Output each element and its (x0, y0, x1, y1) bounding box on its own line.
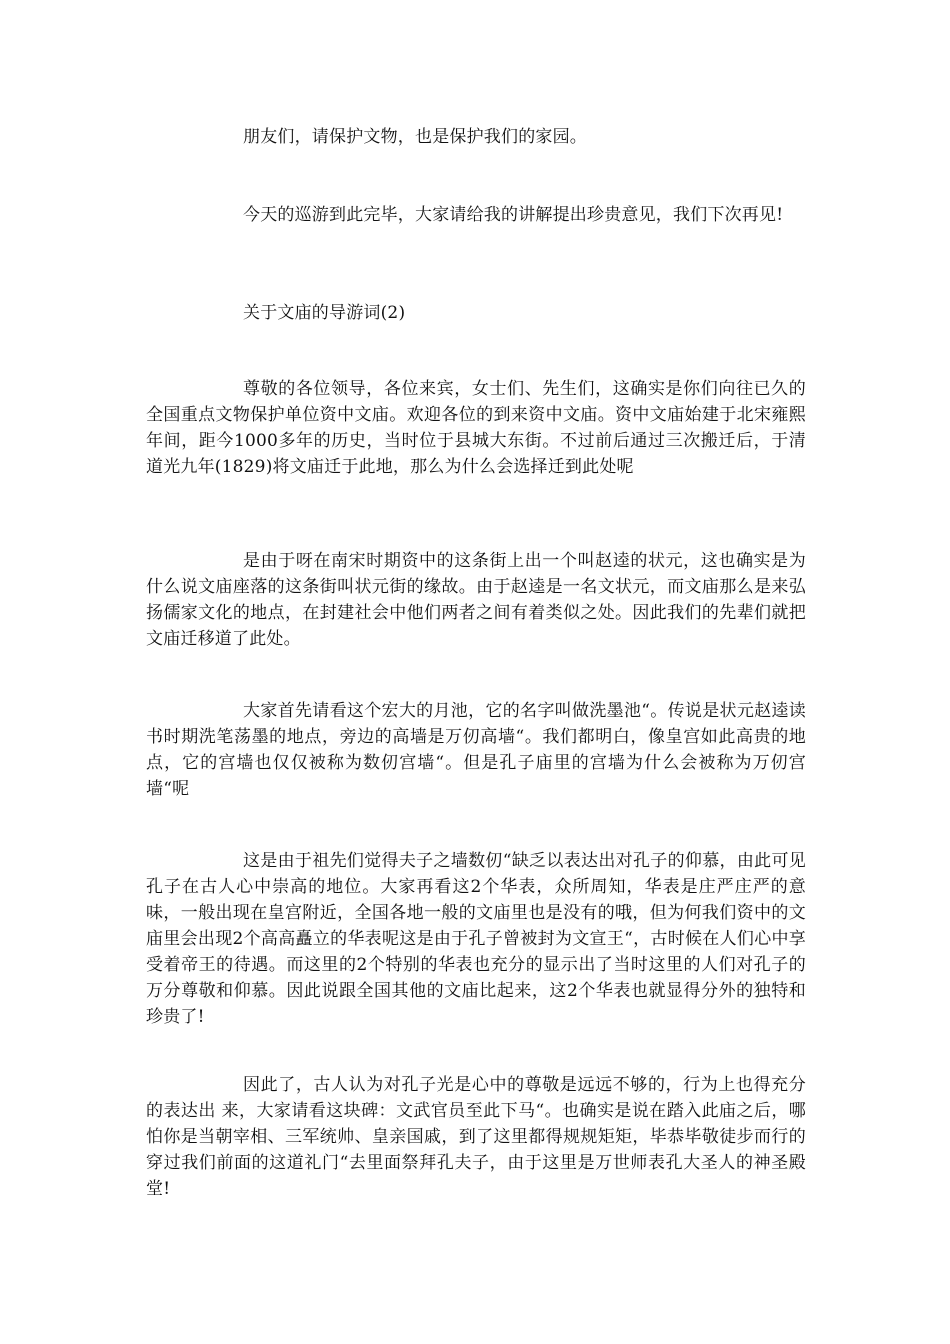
paragraph-welcome: 尊敬的各位领导，各位来宾，女士们、先生们，这确实是你们向往已久的全国重点文物保护单位资中文庙。欢迎各位的到来资中文庙。资中文庙始建于北宋雍熙年间，距今1000多年的历史，当时位于县城大东街。不过前后通过三次搬迁后，于清道光九年(1829)将文庙迁于此地，那么为什么会选择迁到此处呢 (146, 379, 806, 477)
paragraph-farewell: 今天的巡游到此完毕，大家请给我的讲解提出珍贵意见，我们下次再见! (243, 205, 784, 225)
paragraph-dismount-stele: 因此了，古人认为对孔子光是心中的尊敬是远远不够的，行为上也得充分的表达出 来，大家请看这块碑：文武官员至此下马“。也确实是说在踏入此庙之后，哪怕你是当朝宰相、三军统帅、皇亲国戚，到了这里都得规规矩矩，毕恭毕敬徒步而行的穿过我们前面的这道礼门“去里面祭拜孔夫子，由于这里是万世师表孔大圣人的神圣殿堂! (146, 1075, 806, 1199)
section-title: 关于文庙的导游词(2) (243, 303, 406, 323)
paragraph-moon-pool: 大家首先请看这个宏大的月池，它的名字叫做洗墨池“。传说是状元赵逵读书时期洗笔荡墨的地点，旁边的高墙是万仞高墙“。我们都明白，像皇宫如此高贵的地点，它的宫墙也仅仅被称为数仞宫墙“。但是孔子庙里的宫墙为什么会被称为万仞宫墙“呢 (146, 701, 806, 799)
paragraph-huabiao: 这是由于祖先们觉得夫子之墙数仞“缺乏以表达出对孔子的仰慕，由此可见孔子在古人心中崇高的地位。大家再看这2个华表，众所周知，华表是庄严庄严的意味，一般出现在皇宫附近，全国各地一般的文庙里也是没有的哦，但为何我们资中的文庙里会出现2个高高矗立的华表呢这是由于孔子曾被封为文宣王“，古时候在人们心中享受着帝王的待遇。而这里的2个特别的华表也充分的显示出了当时这里的人们对孔子的万分尊敬和仰慕。因此说跟全国其他的文庙比起来，这2个华表也就显得分外的独特和珍贵了! (146, 851, 806, 1027)
paragraph-zhuangyuan-street: 是由于呀在南宋时期资中的这条街上出一个叫赵逵的状元，这也确实是为什么说文庙座落的这条街叫状元街的缘故。由于赵逵是一名文状元，而文庙那么是来弘扬儒家文化的地点，在封建社会中他们两者之间有着类似之处。因此我们的先辈们就把文庙迁移道了此处。 (146, 551, 806, 649)
paragraph-closing-appeal: 朋友们，请保护文物，也是保护我们的家园。 (243, 127, 587, 147)
